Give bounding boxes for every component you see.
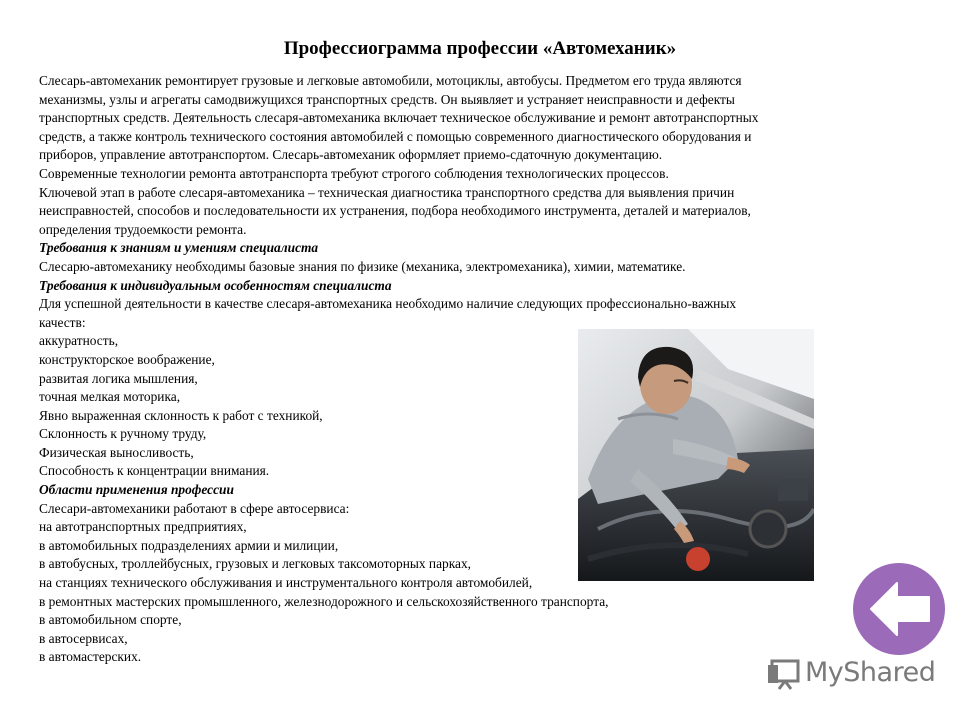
mechanic-photo — [578, 329, 814, 581]
text-line: Ключевой этап в работе слесаря-автомеханика – техническая диагностика транспортного средства для выявления причин — [39, 184, 735, 200]
text-line: определения трудоемкости ремонта. — [39, 221, 247, 237]
text-line: точная мелкая моторика, — [39, 389, 181, 405]
text-line: Слесарю-автомеханику необходимы базовые знания по физике (механика, электромеханика), химии, математике. — [39, 258, 686, 274]
text-line: Склонность к ручному труду, — [39, 426, 207, 442]
text-line: Слесарь-автомеханик ремонтирует грузовые и легковые автомобили, мотоциклы, автобусы. Предметом его труда являются — [39, 73, 742, 88]
text-line: качеств: — [39, 314, 86, 330]
text-line: Явно выраженная склонность к работ с техникой, — [39, 407, 323, 423]
text-line: транспортных средств. Деятельность слесаря-автомеханика включает техническое обслуживание и ремонт автотранспортных — [39, 110, 759, 126]
text-line: развитая логика мышления, — [39, 370, 198, 386]
text-line: неисправностей, способов и последовательности их устранения, подбора необходимого инструмента, деталей и материалов, — [39, 203, 751, 219]
text-line: в автомобильном спорте, — [39, 612, 182, 628]
watermark — [767, 654, 947, 694]
text-line: в ремонтных мастерских промышленного, железнодорожного и сельскохозяйственного транспорта, — [39, 593, 609, 609]
text-line: на автотранспортных предприятиях, — [39, 519, 247, 535]
text-line: механизмы, узлы и агрегаты самодвижущихся транспортных средств. Он выявляет и устраняет неисправности и дефекты — [39, 91, 735, 107]
watermark-text: MyShared — [805, 657, 936, 688]
text-line: Слесари-автомеханики работают в сфере автосервиса: — [39, 500, 350, 516]
presentation-icon — [767, 658, 801, 690]
page-title: Профессиограмма профессии «Автомеханик» — [283, 38, 677, 59]
text-line: в автобусных, троллейбусных, грузовых и легковых таксомоторных парках, — [39, 556, 472, 572]
text-line: Для успешной деятельности в качестве слесаря-автомеханика необходимо наличие следующих профессионально-важных — [39, 296, 737, 312]
mechanic-illustration — [578, 329, 814, 581]
text-line: в автосервисах, — [39, 630, 128, 646]
section-heading: Требования к индивидуальным особенностям специалиста — [39, 277, 392, 293]
back-button[interactable] — [853, 563, 945, 655]
text-line: аккуратность, — [39, 333, 119, 349]
text-line: Способность к концентрации внимания. — [39, 463, 270, 479]
text-line: средств, а также контроль технического состояния автомобилей с помощью современного диагностического оборудования и — [39, 128, 752, 144]
section-heading: Области применения профессии — [39, 482, 234, 498]
section-heading: Требования к знаниям и умениям специалиста — [39, 240, 319, 256]
text-line: в автомобильных подразделениях армии и милиции, — [39, 537, 339, 553]
text-line: на станциях технического обслуживания и инструментального контроля автомобилей, — [39, 575, 533, 591]
text-line: Современные технологии ремонта автотранспорта требуют строгого соблюдения технологических процессов. — [39, 165, 669, 181]
text-line: Физическая выносливость, — [39, 444, 194, 460]
arrow-left-icon — [853, 563, 945, 655]
text-line: конструкторское воображение, — [39, 351, 215, 367]
text-line: приборов, управление автотранспортом. Слесарь-автомеханик оформляет приемо-сдаточную документацию. — [39, 147, 663, 163]
text-line: в автомастерских. — [39, 649, 142, 665]
